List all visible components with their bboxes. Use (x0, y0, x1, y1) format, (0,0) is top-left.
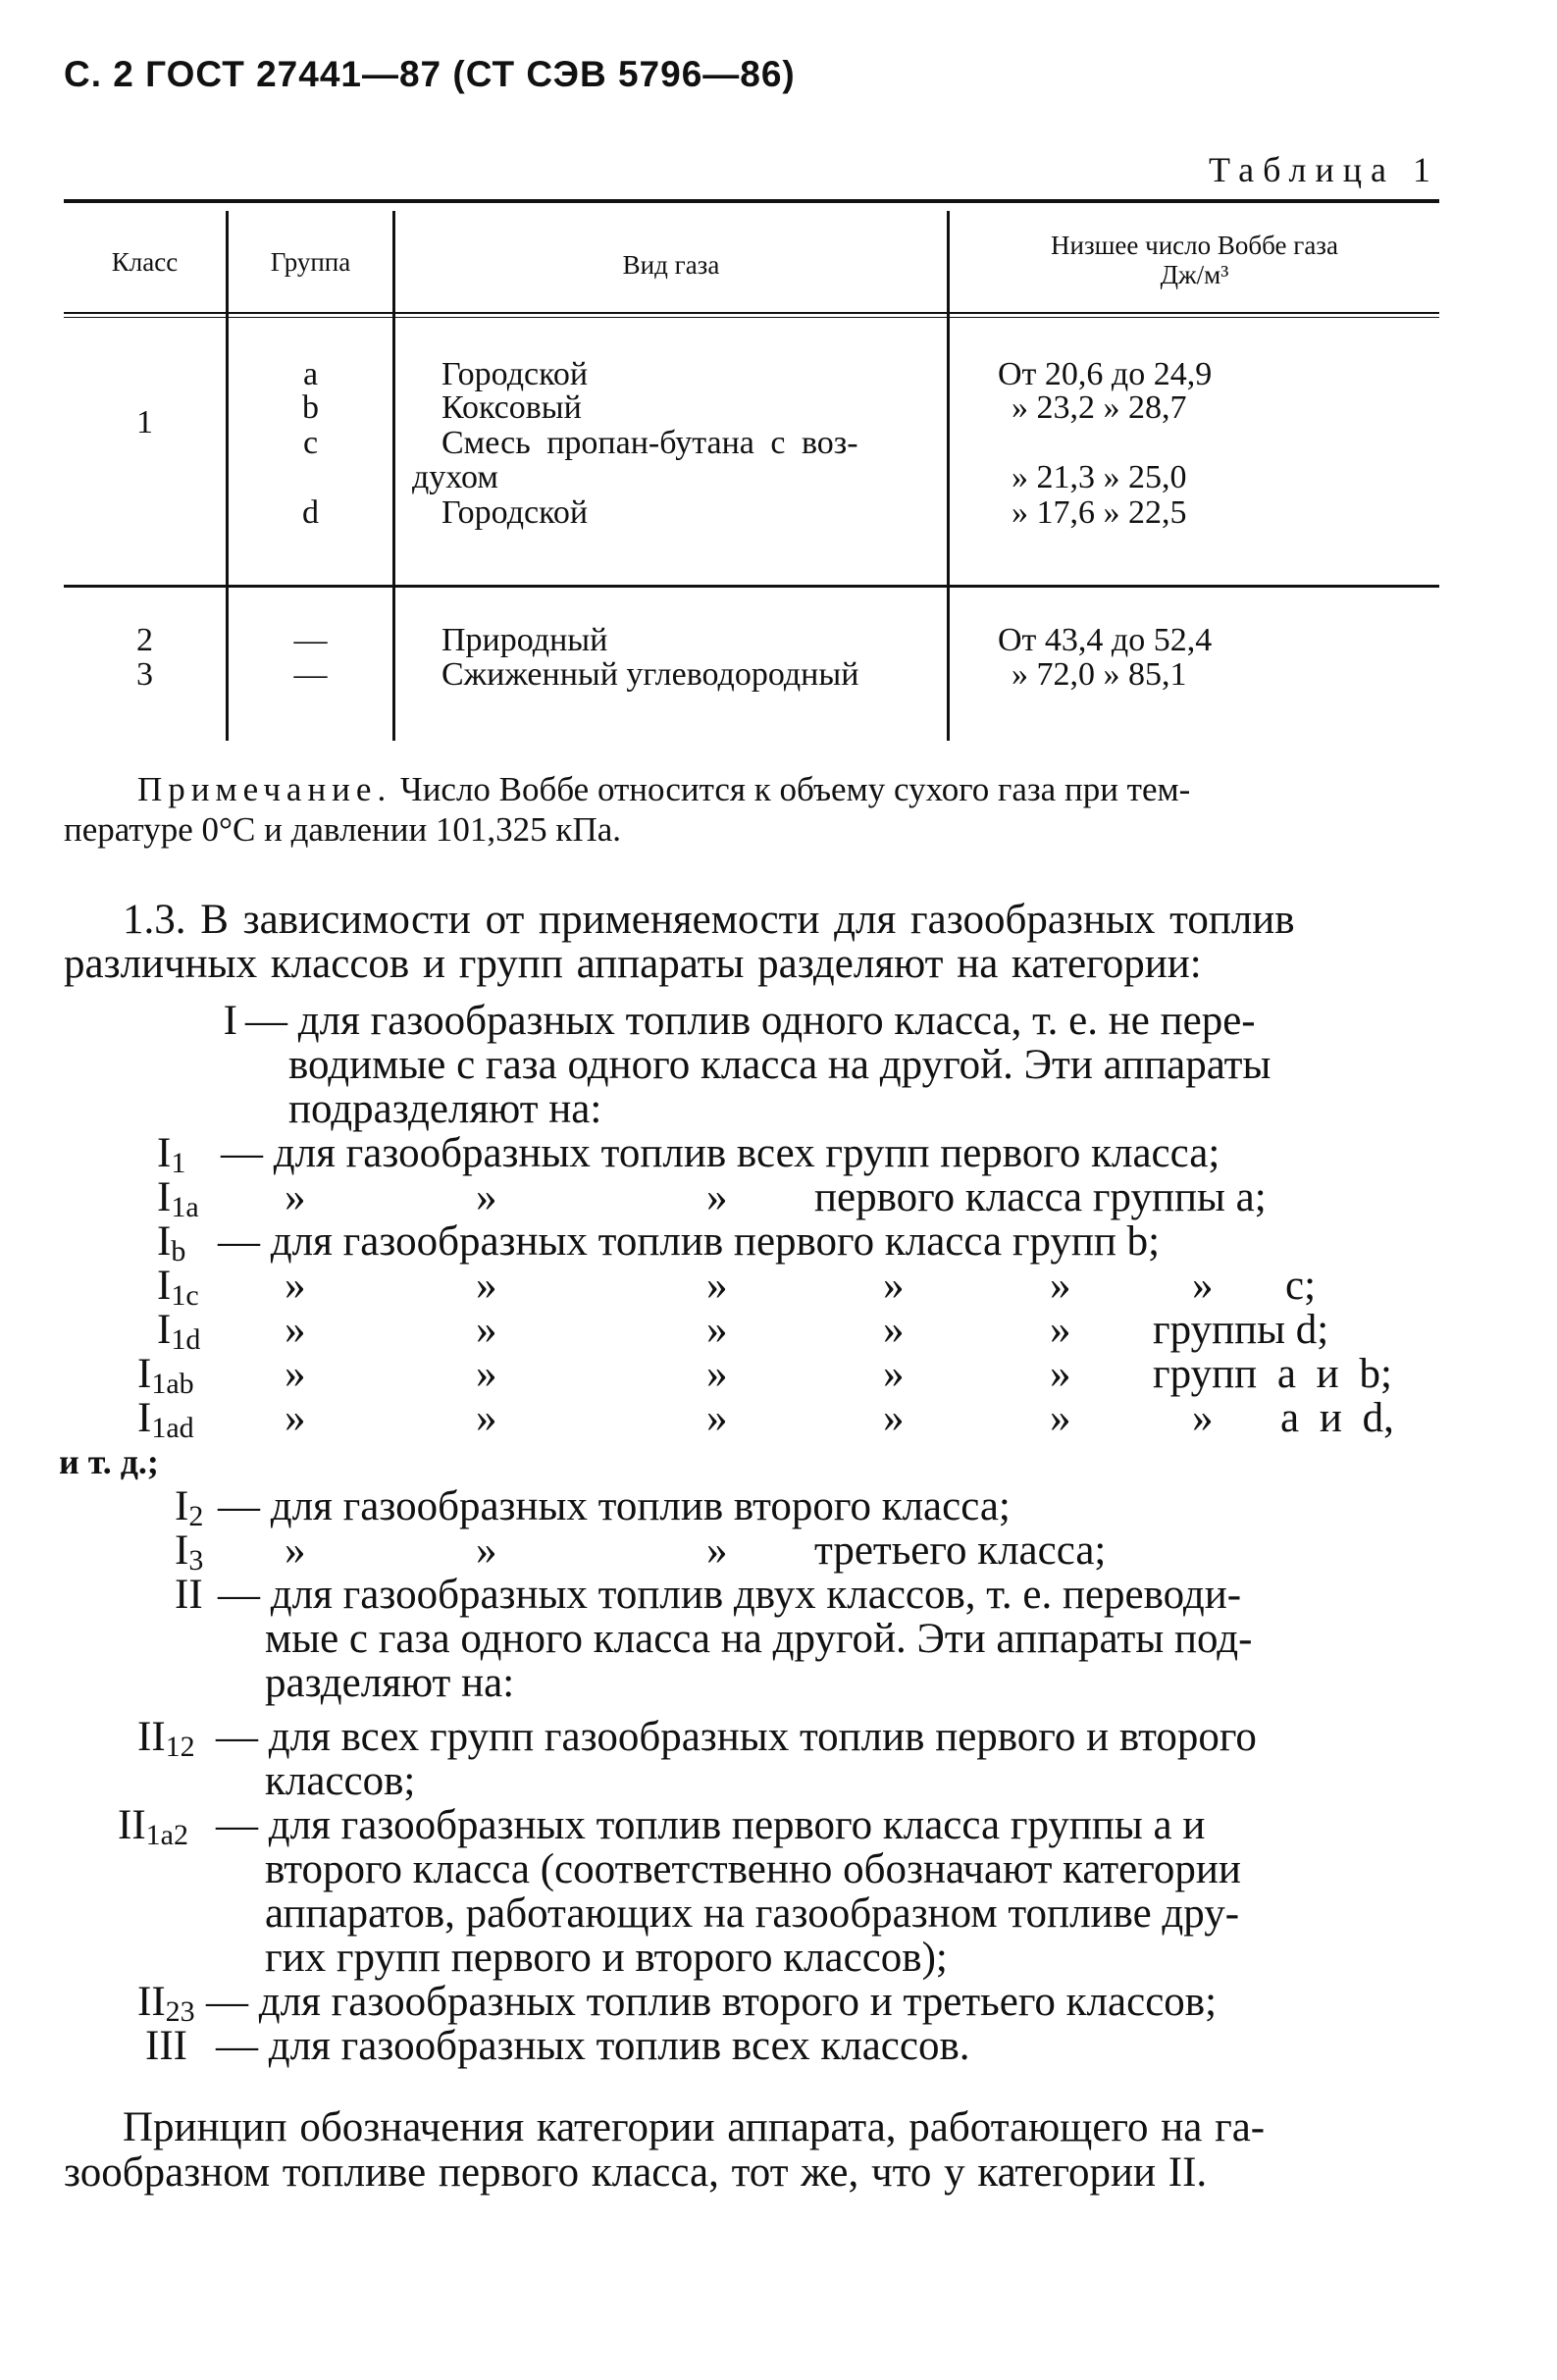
ditto-mark: » (476, 1174, 497, 1220)
table-cell-vid: Городской (441, 494, 589, 531)
th-vid: Вид газа (622, 250, 720, 280)
table-cell-vid: Городской (441, 356, 589, 392)
cat-text-II23: — для газообразных топлив второго и третьего классов; (206, 1979, 1218, 2025)
page-header: С. 2 ГОСТ 27441—87 (СТ СЭВ 5796—86) (64, 54, 796, 94)
cat-text-I-2: водимые с газа одного класса на другой. Эти аппараты (288, 1042, 1272, 1088)
cat-label-sub: 1a (171, 1191, 199, 1223)
table-group-rule (64, 585, 1439, 588)
cat-text-II-2: мые с газа одного класса на другой. Эти аппараты под- (265, 1616, 1253, 1662)
cat-label-base: II (118, 1802, 146, 1848)
ditto-mark: » (706, 1263, 728, 1309)
table-cell-vid: Смесь пропан-бутана с воз- (441, 425, 858, 461)
cat-label-base: I (157, 1307, 172, 1353)
cat-text-II1a2-4: гих групп первого и второго классов); (265, 1935, 948, 1981)
ditto-mark: » (883, 1307, 905, 1353)
cat-text-II12-1: — для всех групп газообразных топлив первого и второго (216, 1714, 1257, 1760)
ditto-mark: » (476, 1395, 497, 1441)
cat-text-I1c: c; (1285, 1263, 1317, 1309)
etc-text: и т. д.; (59, 1442, 159, 1481)
cat-text-I1a: первого класса группы a; (814, 1174, 1267, 1220)
ditto-mark: » (476, 1527, 497, 1574)
ditto-mark: » (285, 1263, 306, 1309)
cat-label-base: I (175, 1527, 189, 1574)
ditto-mark: » (476, 1263, 497, 1309)
cat-label-sub: b (171, 1235, 186, 1268)
section-line-1: 1.3. В зависимости от применяемости для газообразных топлив (123, 897, 1295, 943)
note-label: Примечание. (137, 770, 392, 808)
cat-label-sub: 1a2 (145, 1819, 188, 1851)
cat-text-I-3: подразделяют на: (288, 1086, 602, 1132)
th-wobbe: Низшее число Воббе газа (1051, 231, 1338, 260)
ditto-mark: » (883, 1263, 905, 1309)
table-cell-gruppa: c (302, 425, 319, 461)
table-header-rule-2 (64, 317, 1439, 318)
ditto-mark: » (476, 1351, 497, 1397)
table-top-rule (64, 199, 1439, 203)
table-cell-vid: Коксовый (441, 389, 582, 426)
cat-label-base: I (157, 1130, 172, 1176)
cat-text-II1a2-1: — для газообразных топлив первого класса группы a и (216, 1802, 1206, 1848)
table-cell-klass: 2 (136, 622, 153, 658)
col-divider-2 (392, 211, 395, 741)
ditto-mark: » (706, 1351, 728, 1397)
ditto-mark: » (285, 1174, 306, 1220)
cat-label-base: I (175, 1483, 189, 1529)
ditto-mark: » (706, 1174, 728, 1220)
cat-label-base: I (137, 1395, 152, 1441)
table-cell-klass: 3 (136, 656, 153, 693)
table-cell-vid: духом (412, 459, 498, 495)
ditto-mark: » (285, 1307, 306, 1353)
col-divider-3 (947, 211, 950, 741)
ditto-mark: » (706, 1527, 728, 1574)
ditto-mark: » (1192, 1395, 1214, 1441)
table-cell-gruppa: — (293, 656, 328, 693)
cat-text-I1ab: групп a и b; (1153, 1351, 1392, 1397)
table-cell-value: От 43,4 до 52,4 (998, 622, 1213, 658)
table-cell-value: » 23,2 » 28,7 (1012, 389, 1187, 426)
ditto-mark: » (1192, 1263, 1214, 1309)
ditto-mark: » (883, 1351, 905, 1397)
cat-text-II12-2: классов; (265, 1758, 416, 1804)
cat-label-base: II (137, 1979, 166, 2025)
table-caption: Таблица 1 (1209, 150, 1439, 189)
table-cell-vid: Природный (441, 622, 608, 658)
cat-label-II1a2 (118, 1803, 188, 1857)
cat-label-sub: 23 (165, 1995, 195, 2028)
cat-label-II12 (137, 1715, 195, 1769)
table-cell-value: » 21,3 » 25,0 (1012, 459, 1187, 495)
cat-label-II: II (175, 1572, 203, 1618)
cat-text-Ib: — для газообразных топлив первого класса групп b; (218, 1218, 1161, 1265)
ditto-mark: » (285, 1351, 306, 1397)
table-note (137, 770, 1190, 809)
ditto-mark: » (476, 1307, 497, 1353)
closing-line-2: зообразном топливе первого класса, тот же, что у категории II. (64, 2149, 1208, 2196)
table-cell-gruppa: b (302, 389, 319, 426)
cat-text-I1ad: a и d, (1280, 1395, 1394, 1441)
cat-label-base: I (157, 1218, 172, 1265)
cat-text-II-3: разделяют на: (265, 1660, 515, 1706)
cat-label-sub: 1c (171, 1279, 199, 1312)
table-cell-gruppa: d (302, 494, 319, 531)
cat-label-sub: 1ad (151, 1412, 194, 1444)
closing-line-1: Принцип обозначения категории аппарата, работающего на га- (123, 2104, 1266, 2150)
cat-label-base: II (137, 1714, 166, 1760)
ditto-mark: » (1050, 1307, 1071, 1353)
ditto-mark: » (1050, 1263, 1071, 1309)
table-cell-value: » 17,6 » 22,5 (1012, 494, 1187, 531)
table-cell-value: От 20,6 до 24,9 (998, 356, 1213, 392)
cat-text-II1a2-3: аппаратов, работающих на газообразном топливе дру- (265, 1890, 1240, 1937)
ditto-mark: » (706, 1395, 728, 1441)
cat-label-sub: 12 (165, 1731, 195, 1763)
cat-label-sub: 1 (171, 1147, 186, 1179)
ditto-mark: » (1050, 1351, 1071, 1397)
cat-text-I3: третьего класса; (814, 1527, 1107, 1574)
cat-text-I1d: группы d; (1153, 1307, 1329, 1353)
note-line-2: пературе 0°С и давлении 101,325 кПа. (64, 810, 621, 849)
ditto-mark: » (1050, 1395, 1071, 1441)
cat-text-I1: — для газообразных топлив всех групп первого класса; (221, 1130, 1220, 1176)
th-klass: Класс (111, 247, 179, 277)
cat-text-III: — для газообразных топлив всех классов. (216, 2023, 970, 2069)
cat-text-I2: — для газообразных топлив второго класса; (218, 1483, 1011, 1529)
cat-label-base: I (157, 1263, 172, 1309)
th-gruppa: Группа (270, 247, 351, 277)
cat-label-sub: 1ab (151, 1368, 194, 1400)
cat-text-II1a2-2: второго класса (соответственно обозначают категории (265, 1846, 1241, 1892)
cat-label-sub: 3 (188, 1544, 204, 1577)
note-line-1: Число Воббе относится к объему сухого газа при тем- (399, 770, 1191, 808)
cat-label-III: III (145, 2023, 187, 2069)
table-cell-gruppa: — (293, 622, 328, 658)
table-cell-klass: 1 (136, 404, 153, 440)
cat-label-base: I (157, 1174, 172, 1220)
table-header-rule (64, 312, 1439, 314)
ditto-mark: » (706, 1307, 728, 1353)
table-cell-gruppa: a (302, 356, 319, 392)
table-cell-value: » 72,0 » 85,1 (1012, 656, 1187, 693)
cat-text-I-1: — для газообразных топлив одного класса, т. е. не пере- (245, 998, 1256, 1044)
cat-label-sub: 1d (171, 1323, 201, 1356)
cat-label-sub: 2 (188, 1500, 204, 1532)
section-line-2: различных классов и групп аппараты разделяют на категории: (64, 941, 1202, 987)
ditto-mark: » (285, 1527, 306, 1574)
cat-label-I: I (223, 998, 237, 1044)
th-unit: Дж/м³ (1160, 260, 1229, 289)
table-cell-vid: Сжиженный углеводородный (441, 656, 859, 693)
cat-label-base: I (137, 1351, 152, 1397)
cat-text-II-1: — для газообразных топлив двух классов, т. е. переводи- (218, 1572, 1242, 1618)
ditto-mark: » (285, 1395, 306, 1441)
ditto-mark: » (883, 1395, 905, 1441)
